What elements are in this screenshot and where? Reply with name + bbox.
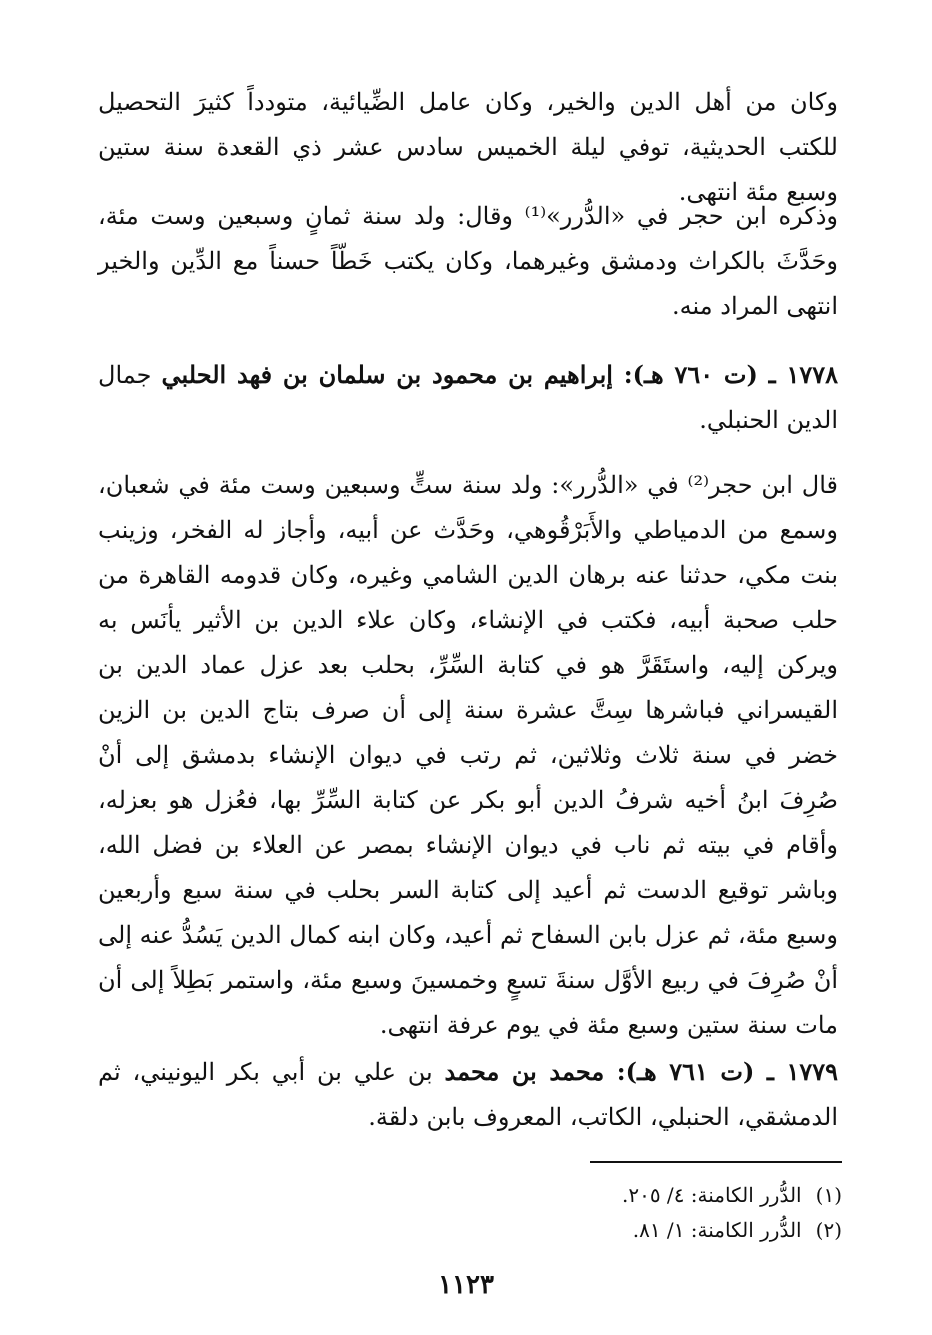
footnote-text: الدُّرر الكامنة: ١/ ٨١. (632, 1218, 802, 1242)
paragraph-text: وكان من أهل الدين والخير، وكان عامل الضِّيائية، متودداً كثيرَ التحصيل للكتب الحديثية، توفي ليلة الخميس سادس عشر ذي القعدة سنة ستين وسبع مئة انتهى. (98, 88, 838, 206)
paragraph-text: قال ابن حجر⁽²⁾ في «الدُّرر»: ولد سنة ستٍّ وسبعين وست مئة في شعبان، وسمع من الدمياطي والأَبَرْقُوهي، وحَدَّث عن أبيه، وأجاز له الفخر، وزينب بنت مكي، حدثنا عنه برهان الدين الشامي وغيره، وكان قدومه القاهرة من حلب صحبة أبيه، فكتب في الإنشاء، وكان علاء الدين بن الأثير يأنَس به ويركن إليه، واستَقَرَّ هو في كتابة السِّرِّ، بحلب بعد عزل عماد الدين بن القيسراني فباشرها سِتَّ عشرة سنة إلى أن صرف بتاج الدين بن الزين خضر في سنة ثلاث وثلاثين، ثم رتب في ديوان الإنشاء بدمشق إلى أنْ صُرِفَ ابنُ أخيه شرفُ الدين أبو بكر عن كتابة السِّرِّ بها، فعُزل هو بعزله، وأقام في بيته ثم ناب في ديوان الإنشاء بمصر عن العلاء بن فضل الله، وباشر توقيع الدست ثم أعيد إلى كتابة السر بحلب في سنة سبع وأربعين وسبع مئة، ثم عزل بابن السفاح ثم أعيد، وكان ابنه كمال الدين يَسُدُّ عنه إلى أنْ صُرِفَ في ربيع الأوَّل سنةَ تسعٍ وخمسينَ وسبع مئة، واستمر بَطِلاً إلى أن مات سنة ستين وسبع مئة في يوم عرفة انتهى. (98, 471, 839, 1039)
entry-heading: ١٧٧٨ ـ (ت ٧٦٠ هـ): إبراهيم بن محمود بن سلمان بن فهد الحلبي (161, 360, 839, 389)
page-number: ١١٢٣ (438, 1270, 494, 1300)
footnote-1 (500, 1178, 842, 1213)
entry-text: بن علي بن أبي بكر اليونيني، ثم الدمشقي، الحنبلي، الكاتب، المعروف بابن دلقة. (98, 1058, 838, 1131)
footnote-number: (١) (815, 1183, 842, 1207)
footnote-divider (590, 1161, 842, 1163)
entry-text: جمال الدين الحنبلي. (98, 361, 838, 434)
footnote-text: الدُّرر الكامنة: ٤/ ٢٠٥. (621, 1183, 802, 1207)
footnotes (500, 1178, 842, 1248)
entry-1778 (98, 352, 838, 443)
footnote-number: (٢) (815, 1218, 842, 1242)
entry-heading: ١٧٧٩ ـ (ت ٧٦١ هـ): محمد بن محمد (444, 1057, 839, 1086)
footnote-2 (500, 1213, 842, 1248)
entry-1779 (98, 1049, 838, 1140)
paragraph-text: وذكره ابن حجر في «الدُّرر»⁽¹⁾ وقال: ولد سنة ثمانٍ وسبعين وست مئة، وحَدَّثَ بالكراث ودمشق وغيرهما، وكان يكتب خَطّاً حسناً مع الدِّين والخير انتهى المراد منه. (98, 202, 839, 320)
paragraph-4 (98, 463, 838, 1048)
paragraph-2 (98, 194, 838, 329)
